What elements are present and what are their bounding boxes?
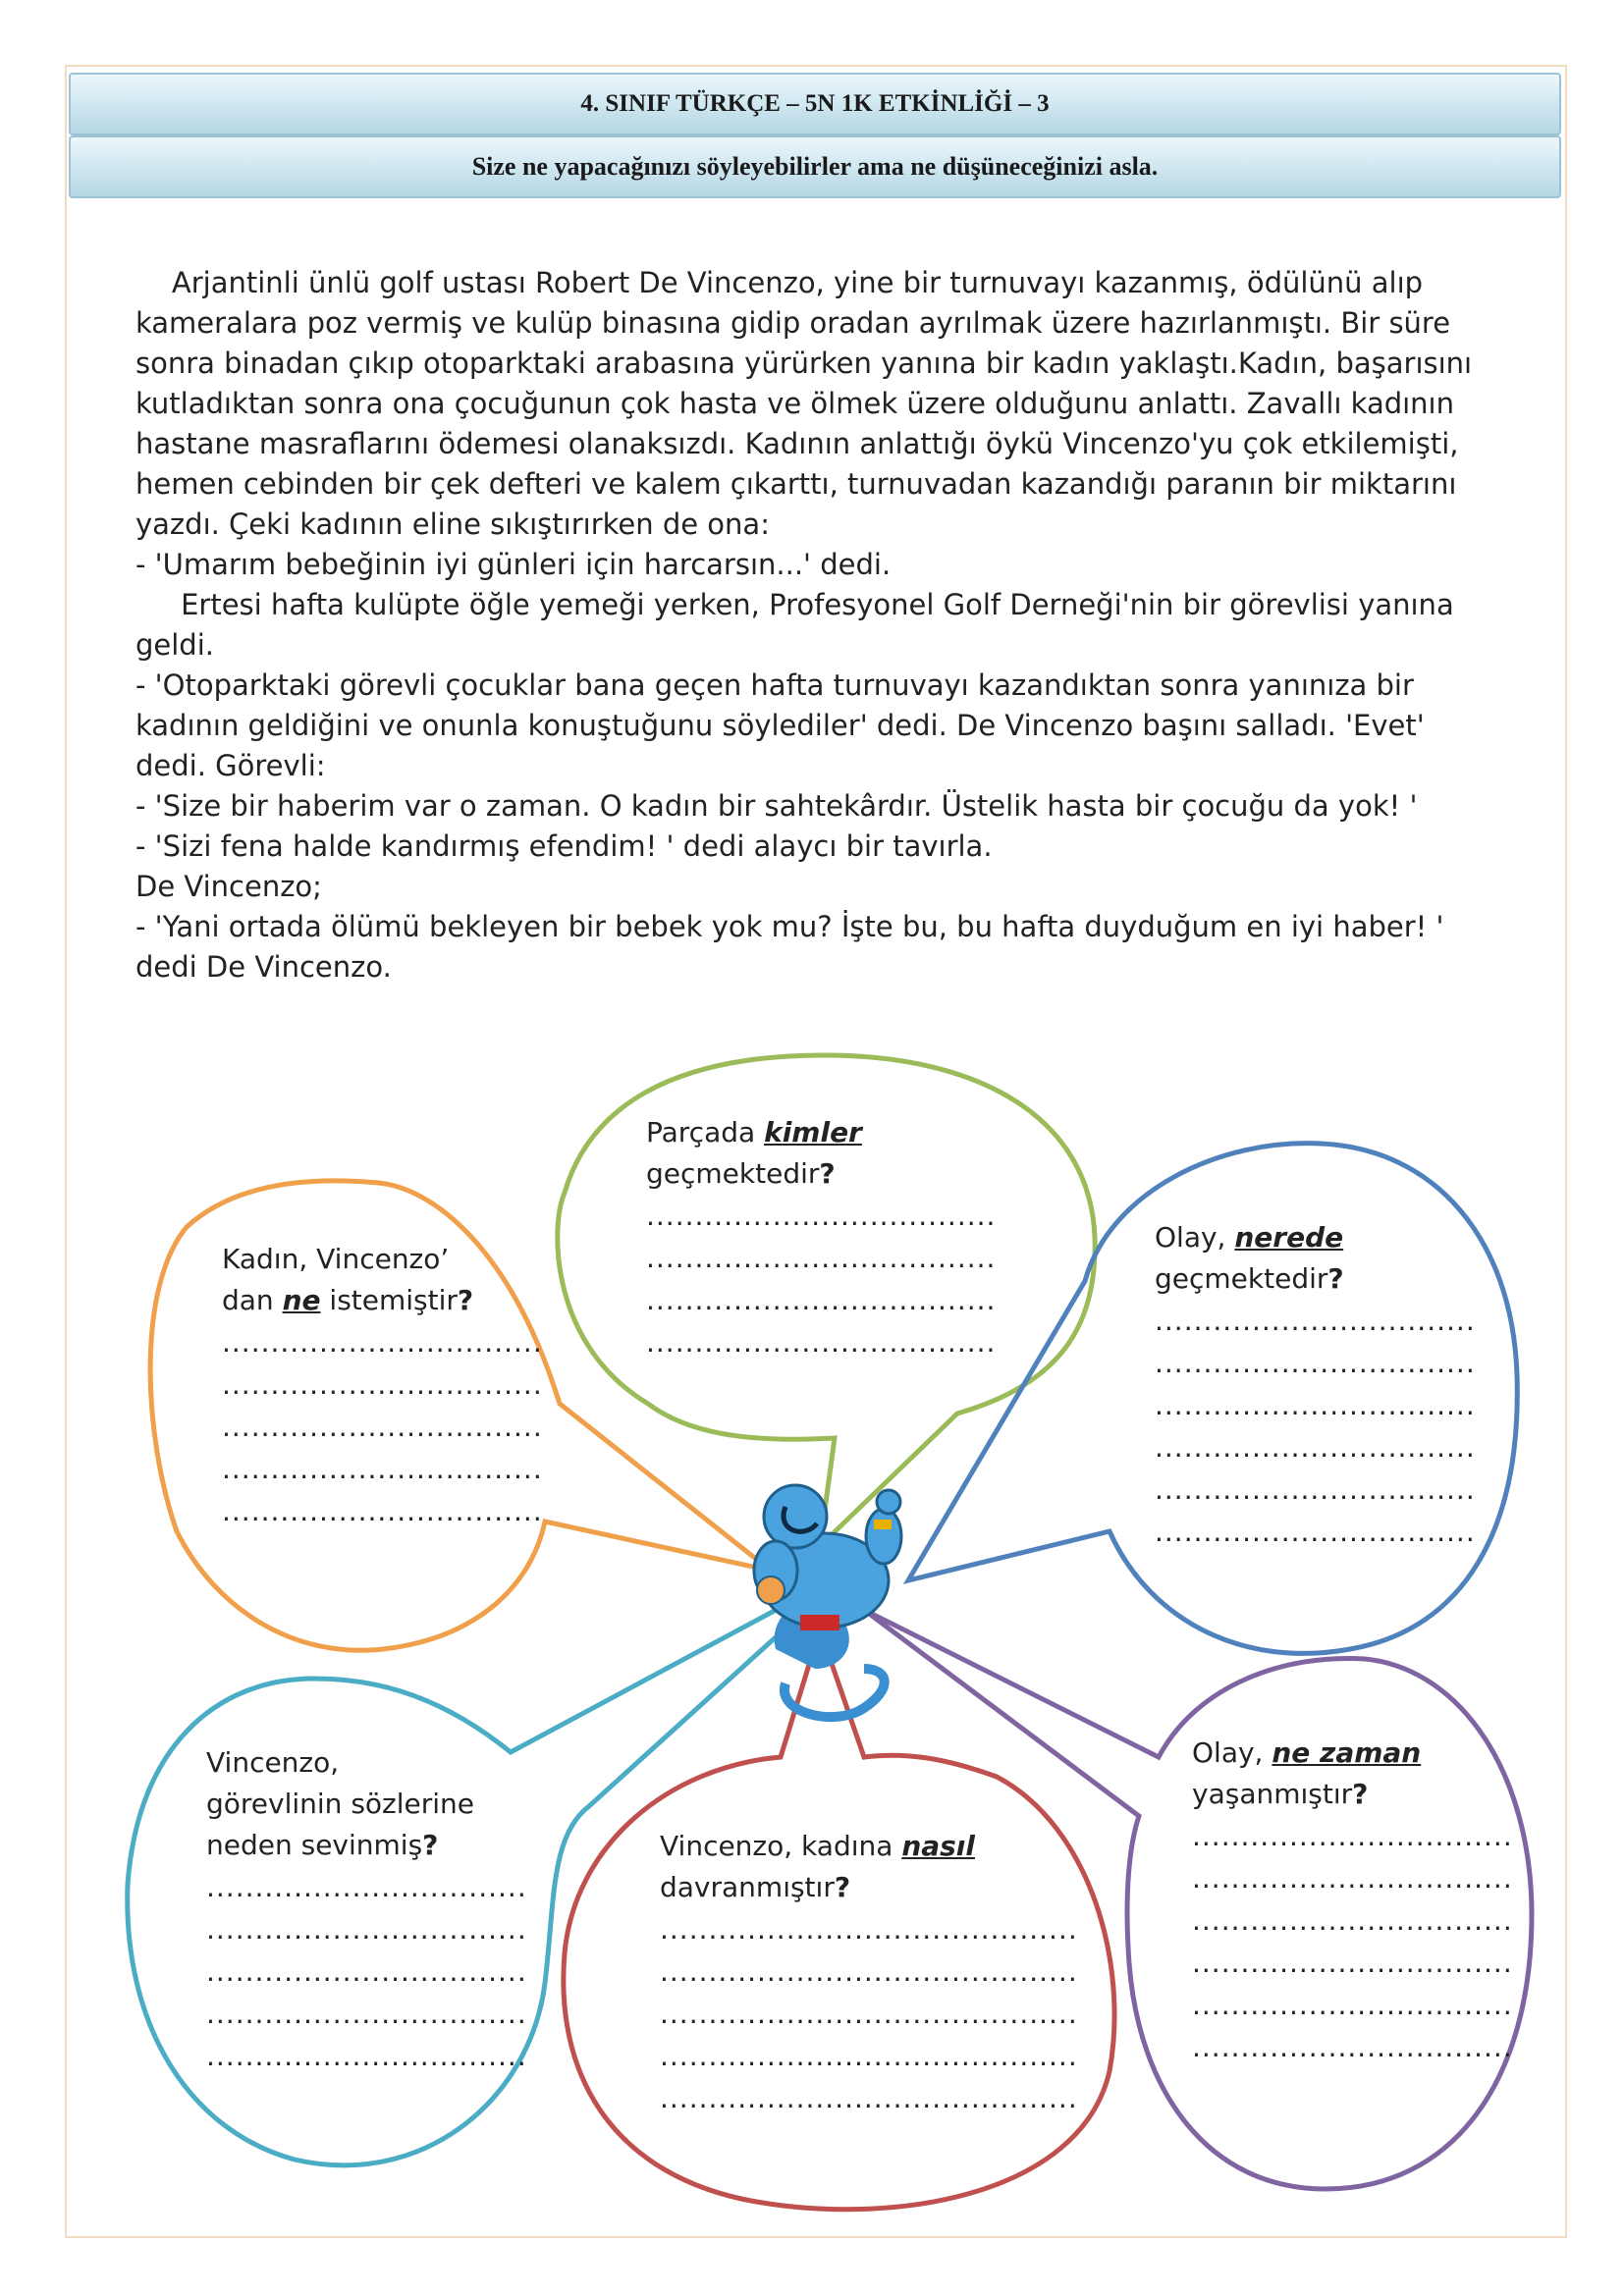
question-ne-zaman-text: Olay, ne zaman yaşanmıştır? xyxy=(1192,1736,1422,1810)
answer-line[interactable]: ................................. xyxy=(206,1955,527,1988)
answer-line[interactable]: ................................. xyxy=(206,1871,527,1903)
answer-line[interactable]: ........................................... xyxy=(660,1955,1078,1988)
story-paragraph: - 'Otoparktaki görevli çocuklar bana geçen hafta turnuvayı kazandıktan sonra yanınıza bir kadının geldiğini ve onunla konuştuğunu söylediler' dedi. De Vincenzo başını salladı. 'Evet' dedi. Görevli: xyxy=(135,668,1434,782)
answer-line[interactable]: ................................. xyxy=(222,1453,543,1485)
worksheet-title: 4. SINIF TÜRKÇE – 5N 1K ETKİNLİĞİ – 3 xyxy=(69,73,1561,135)
question-ne xyxy=(222,1239,543,1532)
story-paragraph: - 'Sizi fena halde kandırmış efendim! ' dedi alaycı bir tavırla. xyxy=(135,829,993,863)
answer-line[interactable]: ................................. xyxy=(1192,1820,1513,1852)
story-paragraph: Arjantinli ünlü golf ustası Robert De Vincenzo, yine bir turnuvayı kazanmış, ödülünü alıp kameralara poz vermiş ve kulüp binasına gidip oradan ayrılmak üzere hazırlanmıştı. Bir süre sonra binadan çıkıp otoparktaki arabasına yürürken yanına bir kadın yaklaştı.Kadın, başarısını kutladıktan sonra ona çocuğunun çok hasta ve ölmek üzere olduğunu anlattı. Zavallı kadının hastane masraflarını ödemesi olanaksızdı. Kadının anlattığı öykü Vincenzo'yu çok etkilemişti, hemen cebinden bir çek defteri ve kalem çıkarttı, turnuvadan kazandığı paranın bir miktarını yazdı. Çeki kadının eline sıkıştırırken de ona: xyxy=(135,266,1482,541)
answer-line[interactable]: ................................. xyxy=(222,1368,543,1401)
genie-figure xyxy=(754,1485,901,1717)
answer-line[interactable]: ................................. xyxy=(206,1998,527,2030)
question-neden-text: Vincenzo, görevlinin sözlerine neden sevinmiş? xyxy=(206,1746,475,1861)
answer-line[interactable]: ................................. xyxy=(1155,1389,1476,1421)
question-nerede xyxy=(1155,1217,1476,1553)
worksheet-quote: Size ne yapacağınızı söyleyebilirler ama ne düşüneceğinizi asla. xyxy=(69,135,1561,198)
answer-line[interactable]: ................................. xyxy=(1192,2031,1513,2063)
answer-line[interactable]: ................................. xyxy=(1155,1431,1476,1464)
answer-line[interactable]: .................................... xyxy=(646,1200,997,1232)
story-paragraph: - 'Size bir haberim var o zaman. O kadın bir sahtekârdır. Üstelik hasta bir çocuğu da yok! ' xyxy=(135,789,1418,823)
answer-line[interactable]: ........................................... xyxy=(660,2082,1078,2114)
answer-line[interactable]: ................................. xyxy=(1155,1516,1476,1548)
question-ne-zaman xyxy=(1192,1733,1513,2068)
answer-line[interactable]: ................................. xyxy=(206,2040,527,2072)
answer-line[interactable]: ................................. xyxy=(1155,1305,1476,1337)
question-nerede-text: Olay, nerede geçmektedir? xyxy=(1155,1221,1344,1295)
answer-line[interactable]: ................................. xyxy=(1192,1862,1513,1895)
question-kimler xyxy=(646,1112,1019,1363)
answer-line[interactable]: ................................. xyxy=(1192,1904,1513,1937)
question-nasil xyxy=(660,1826,1078,2119)
answer-line[interactable]: ........................................... xyxy=(660,2040,1078,2072)
question-ne-text: Kadın, Vincenzo’ dan ne istemiştir? xyxy=(222,1243,474,1316)
answer-line[interactable]: .................................... xyxy=(646,1284,997,1316)
question-nasil-text: Vincenzo, kadına nasıl davranmıştır? xyxy=(660,1830,976,1903)
story-paragraph: Ertesi hafta kulüpte öğle yemeği yerken, Profesyonel Golf Derneği'nin bir görevlisi yanına geldi. xyxy=(135,588,1463,662)
answer-line[interactable]: ................................. xyxy=(222,1411,543,1443)
answer-line[interactable]: ........................................... xyxy=(660,1913,1078,1946)
answer-line[interactable]: .................................... xyxy=(646,1242,997,1274)
answer-line[interactable]: ................................. xyxy=(222,1326,543,1359)
answer-line[interactable]: ................................. xyxy=(1192,1947,1513,1979)
story-paragraph: De Vincenzo; xyxy=(135,870,322,903)
answer-line[interactable]: ................................. xyxy=(222,1495,543,1527)
question-kimler-text: Parçada kimler geçmektedir? xyxy=(646,1116,862,1190)
answer-line[interactable]: ................................. xyxy=(1155,1347,1476,1379)
question-neden xyxy=(206,1742,527,2077)
answer-line[interactable]: ................................. xyxy=(206,1913,527,1946)
story-paragraph: - 'Yani ortada ölümü bekleyen bir bebek yok mu? İşte bu, bu hafta duyduğum en iyi haber! ' dedi De Vincenzo. xyxy=(135,910,1453,984)
story-paragraph: - 'Umarım bebeğinin iyi günleri için harcarsın...' dedi. xyxy=(135,548,892,581)
answer-line[interactable]: ................................. xyxy=(1192,1989,1513,2021)
answer-line[interactable]: ........................................... xyxy=(660,1998,1078,2030)
answer-line[interactable]: ................................. xyxy=(1155,1473,1476,1506)
answer-line[interactable]: .................................... xyxy=(646,1326,997,1359)
